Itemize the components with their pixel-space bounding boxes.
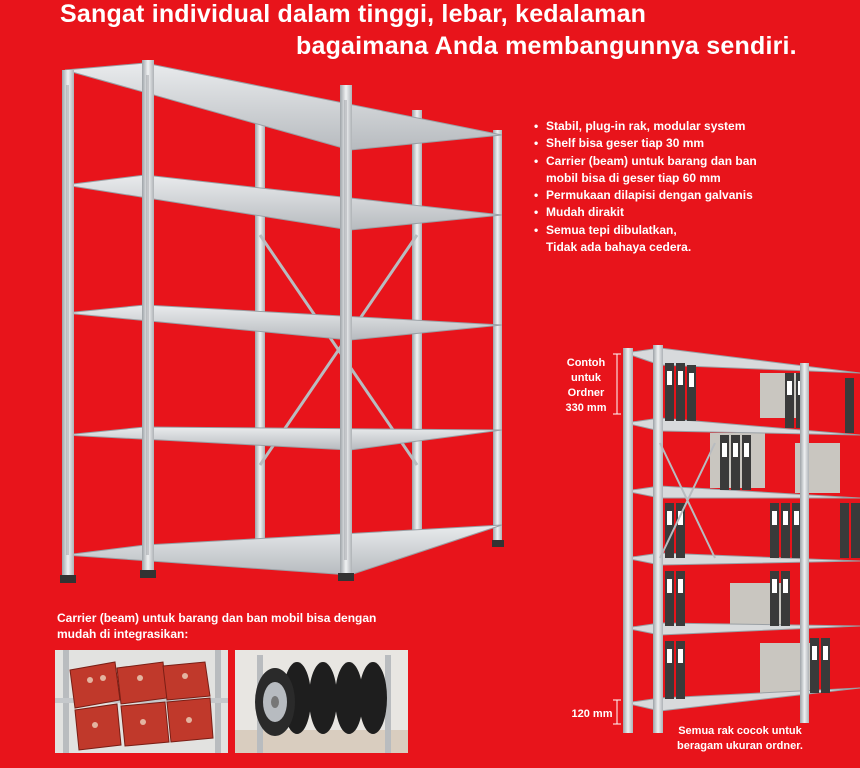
feature-list [533,118,757,256]
feature-text: Semua tepi dibulatkan, [546,222,677,237]
headline-line-1: Sangat individual dalam tinggi, lebar, kedalaman [60,0,647,28]
dimension-line: 330 mm [565,402,607,414]
feature-text: Permukaan dilapisi dengan galvanis [546,188,753,203]
caption-ordner-sizes [677,724,803,754]
dimension-label-120: 120 mm [571,708,613,720]
crates-photo [55,650,228,753]
dimension-line: Contoh [566,357,606,369]
feature-text-cont: Tidak ada bahaya cedera. [546,240,692,255]
binder-shelf-image [620,343,860,738]
tires-photo [235,650,408,753]
feature-item [533,204,757,221]
headline-line-2: bagaimana Anda membangunnya sendiri. [296,32,797,60]
feature-text: Mudah dirakit [546,205,625,220]
dimension-line: untuk [571,372,601,384]
feature-item [533,135,757,152]
dimension-line: Ordner [567,387,605,399]
caption-line: Semua rak cocok untuk [678,725,802,737]
feature-item [533,153,757,188]
feature-item [533,118,757,135]
dimension-label-ordner [560,356,612,416]
feature-text: Carrier (beam) untuk barang dan ban [546,153,757,168]
caption-line: mudah di integrasikan: [57,627,189,641]
caption-line: beragam ukuran ordner. [677,740,803,752]
dimension-bracket [612,352,622,727]
feature-text-cont: mobil bisa di geser tiap 60 mm [546,170,721,185]
main-shelf-image [50,55,510,585]
caption-line: Carrier (beam) untuk barang dan ban mobil bisa dengan [57,611,377,625]
caption-beam-integration [57,610,376,642]
feature-item [533,222,757,257]
feature-text: Shelf bisa geser tiap 30 mm [546,136,705,151]
feature-text: Stabil, plug-in rak, modular system [546,119,746,133]
feature-item [533,187,757,204]
